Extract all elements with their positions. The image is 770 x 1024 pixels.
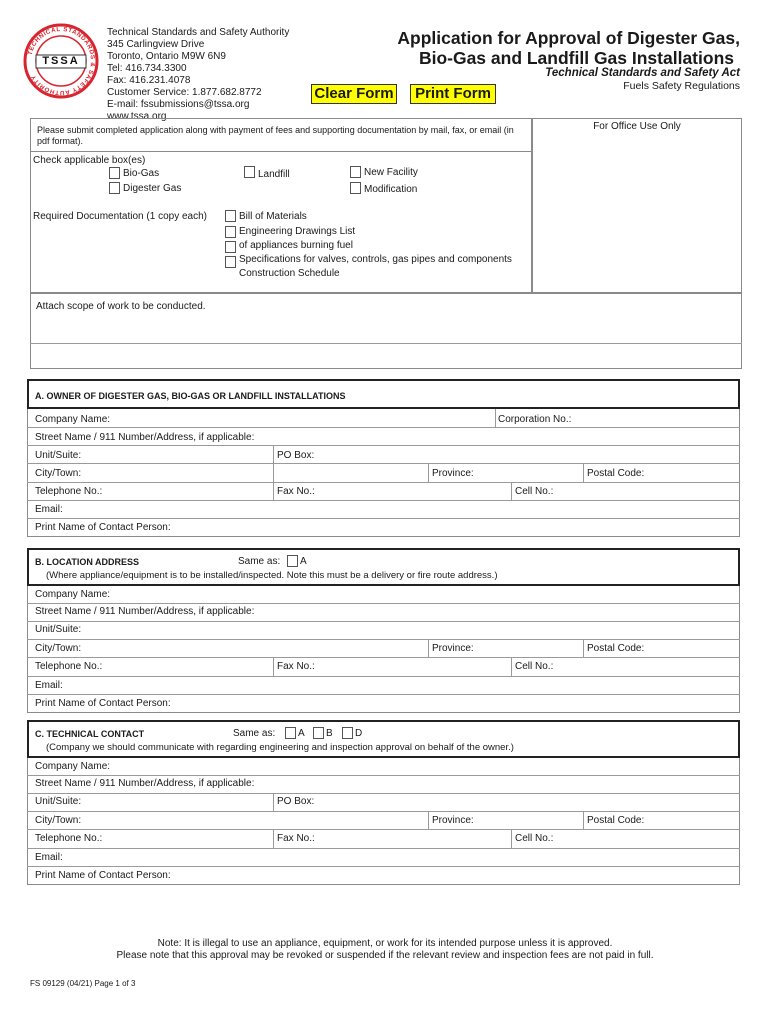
c-opt-d-label: D (355, 728, 363, 739)
section-b-note: (Where appliance/equipment is to be installed/inspected. Note this must be a delivery or fire route address.) (46, 570, 498, 581)
section-c-note: (Company we should communicate with regarding engineering and inspection approval on behalf of the owner.) (46, 742, 514, 753)
a-phone-label: Telephone No.: (35, 486, 103, 497)
modification-checkbox[interactable] (350, 182, 361, 194)
org-line: Technical Standards and Safety Authority (107, 27, 290, 38)
engineering-drawings-checkbox[interactable] (225, 226, 236, 238)
org-line: E-mail: fssubmissions@tssa.org (107, 99, 250, 110)
office-use-box (532, 118, 742, 293)
c-company-label: Company Name: (35, 761, 111, 772)
a-contact-label: Print Name of Contact Person: (35, 522, 171, 533)
modification-label: Modification (364, 184, 418, 195)
a-email-label: Email: (35, 504, 63, 515)
a-company-label: Company Name: (35, 414, 111, 425)
title-line-2: Bio-Gas and Landfill Gas Installations (418, 48, 734, 68)
landfill-label: Landfill (258, 169, 290, 180)
org-address (107, 27, 289, 123)
page-title (372, 28, 740, 68)
org-line: www.tssa.org (107, 111, 167, 122)
b-province-label: Province: (432, 643, 474, 654)
new-facility-label: New Facility (364, 167, 418, 178)
a-pobox-label: PO Box: (277, 450, 315, 461)
b-cell-label: Cell No.: (515, 661, 554, 672)
c-province-label: Province: (432, 815, 474, 826)
a-cell-label: Cell No.: (515, 486, 554, 497)
print-form-button[interactable]: Print Form (410, 84, 496, 104)
c-city-label: City/Town: (35, 815, 82, 826)
a-unit-label: Unit/Suite: (35, 450, 82, 461)
doc-item: Bill of Materials (239, 211, 307, 222)
c-email-label: Email: (35, 852, 63, 863)
b-unit-label: Unit/Suite: (35, 624, 82, 635)
footer-note-2: Please note that this approval may be revoked or suspended if the relevant review and inspection fees are not paid in full. (116, 950, 654, 961)
scope-field[interactable] (31, 316, 741, 368)
form-code: FS 09129 (04/21) Page 1 of 3 (30, 979, 136, 988)
c-phone-label: Telephone No.: (35, 833, 103, 844)
appliances-checkbox[interactable] (225, 241, 236, 253)
section-b-title: B. LOCATION ADDRESS (35, 557, 140, 567)
section-a-title: A. OWNER OF DIGESTER GAS, BIO-GAS OR LANDFILL INSTALLATIONS (35, 391, 346, 401)
doc-item: Construction Schedule (239, 268, 340, 279)
c-pobox-label: PO Box: (277, 796, 315, 807)
act-name: Technical Standards and Safety Act (545, 67, 740, 79)
docs-label: Required Documentation (1 copy each) (33, 211, 207, 222)
c-street-label: Street Name / 911 Number/Address, if applicable: (35, 778, 255, 789)
new-facility-checkbox[interactable] (350, 166, 361, 178)
title-line-1: Application for Approval of Digester Gas, (397, 28, 740, 48)
a-street-label: Street Name / 911 Number/Address, if applicable: (35, 432, 255, 443)
doc-item: Specifications for valves, controls, gas pipes and components (239, 254, 512, 265)
tssa-logo (22, 22, 100, 100)
section-c-title: C. TECHNICAL CONTACT (35, 729, 145, 739)
check-label: Check applicable box(es) (33, 155, 146, 166)
regulation-name: Fuels Safety Regulations (623, 80, 740, 92)
c-same-as-label: Same as: (233, 728, 276, 739)
c-opt-a-label: A (298, 728, 305, 739)
c-opt-b-label: B (326, 728, 333, 739)
b-phone-label: Telephone No.: (35, 661, 103, 672)
c-contact-label: Print Name of Contact Person: (35, 870, 171, 881)
digester-gas-label: Digester Gas (123, 183, 182, 194)
a-city-label: City/Town: (35, 468, 82, 479)
b-street-label: Street Name / 911 Number/Address, if applicable: (35, 606, 255, 617)
b-fax-label: Fax No.: (277, 661, 315, 672)
svg-text:TECHNICAL STANDARDS & SAFETY A: TECHNICAL STANDARDS & SAFETY AUTHORITY (26, 25, 97, 97)
org-line: Customer Service: 1.877.682.8772 (107, 87, 262, 98)
c-same-as-a-checkbox[interactable] (285, 727, 296, 739)
b-city-label: City/Town: (35, 643, 82, 654)
doc-item: of appliances burning fuel (239, 240, 353, 251)
b-same-as-label: Same as: (238, 556, 281, 567)
scope-label: Attach scope of work to be conducted. (36, 301, 206, 312)
b-email-label: Email: (35, 680, 63, 691)
biogas-checkbox[interactable] (109, 167, 120, 179)
org-line: Tel: 416.734.3300 (107, 63, 187, 74)
b-contact-label: Print Name of Contact Person: (35, 698, 171, 709)
b-opt-a-label: A (300, 556, 307, 567)
c-unit-label: Unit/Suite: (35, 796, 82, 807)
org-line: Toronto, Ontario M9W 6N9 (107, 51, 226, 62)
office-use-label: For Office Use Only (593, 121, 681, 132)
c-postal-label: Postal Code: (587, 815, 645, 826)
digester-gas-checkbox[interactable] (109, 182, 120, 194)
c-same-as-d-checkbox[interactable] (342, 727, 353, 739)
biogas-label: Bio-Gas (123, 168, 160, 179)
specifications-checkbox[interactable] (225, 256, 236, 268)
a-postal-label: Postal Code: (587, 468, 645, 479)
logo-text: TSSA (42, 55, 80, 67)
a-province-label: Province: (432, 468, 474, 479)
a-fax-label: Fax No.: (277, 486, 315, 497)
a-corporation-label: Corporation No.: (498, 414, 572, 425)
instructions-text: Please submit completed application along with payment of fees and supporting documentation by mail, fax, or email (in pdf format). (37, 125, 514, 146)
footer-note-1: Note: It is illegal to use an appliance, equipment, or work for its intended purpose unless it is approved. (157, 938, 613, 949)
b-postal-label: Postal Code: (587, 643, 645, 654)
b-company-label: Company Name: (35, 589, 111, 600)
b-same-as-a-checkbox[interactable] (287, 555, 298, 567)
c-same-as-b-checkbox[interactable] (313, 727, 324, 739)
org-line: 345 Carlingview Drive (107, 39, 205, 50)
clear-form-button[interactable]: Clear Form (311, 84, 397, 104)
bill-of-materials-checkbox[interactable] (225, 210, 236, 222)
doc-item: Engineering Drawings List (239, 226, 356, 237)
c-fax-label: Fax No.: (277, 833, 315, 844)
org-line: Fax: 416.231.4078 (107, 75, 191, 86)
landfill-checkbox[interactable] (244, 166, 255, 178)
c-cell-label: Cell No.: (515, 833, 554, 844)
